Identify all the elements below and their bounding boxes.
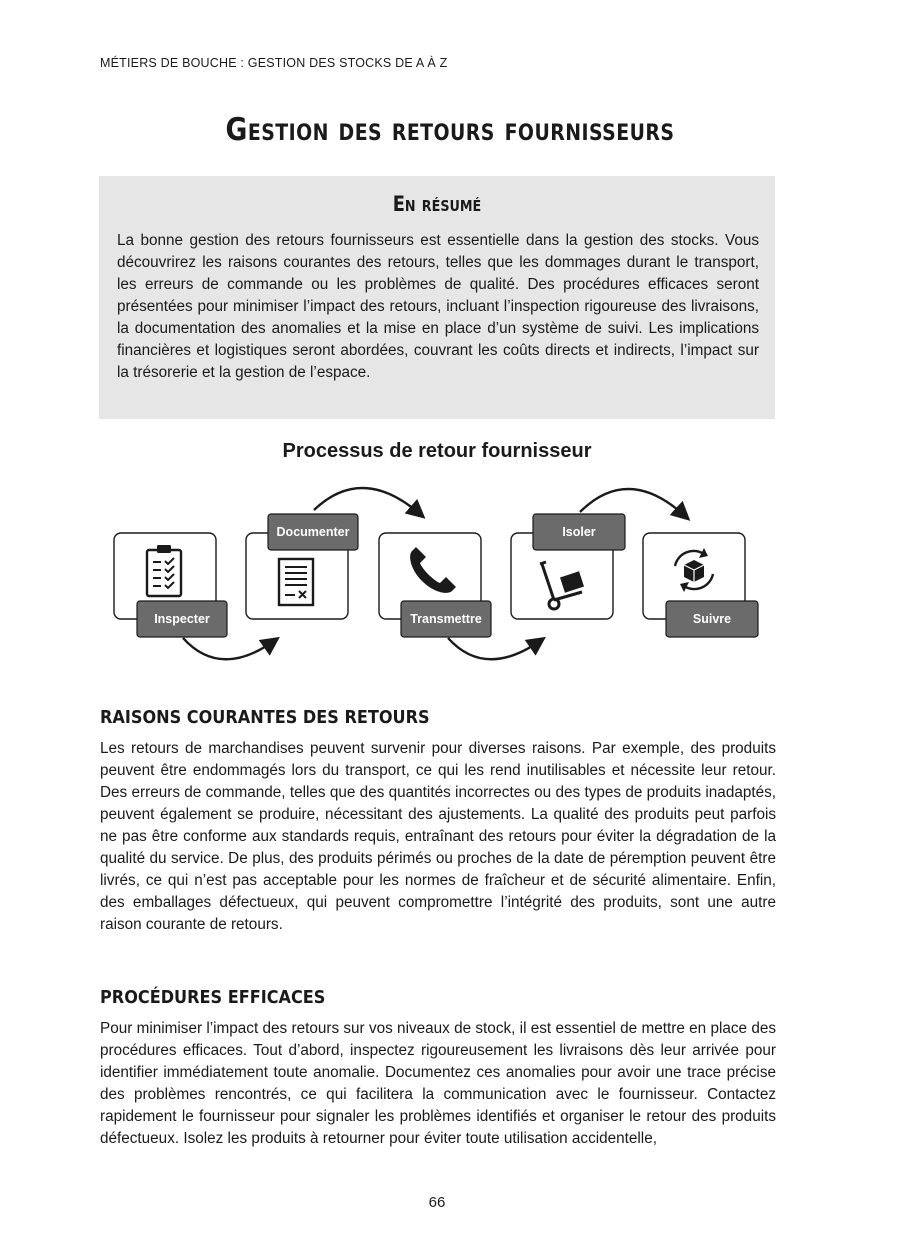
step-suivre [643, 533, 758, 637]
arrow-isoler-suivre [580, 489, 685, 516]
summary-heading-text: En résumé [392, 192, 482, 216]
process-title: Processus de retour fournisseur [282, 440, 592, 462]
page-title [63, 112, 837, 148]
summary-heading [150, 192, 725, 216]
section-heading-procedures: PROCÉDURES EFFICACES [100, 988, 326, 1008]
step-documenter [246, 514, 358, 619]
arrow-inspecter-documenter [183, 638, 274, 659]
arrow-transmettre-isoler [448, 638, 540, 659]
step-label-suivre: Suivre [692, 612, 732, 626]
section-text-procedures: Pour minimiser l’impact des retours sur vos niveaux de stock, il est essentiel de mettre en place des procédures efficaces. Tout d’abord, inspectez rigoureusement les livraisons dès leur arrivée pour identifier immédiatement toute anomalie. Documentez ces anomalies pour avoir une trace précise des problèmes rencontrés, ce qui facilitera la communication avec le fournisseur. Contactez rapidement le fournisseur pour signaler les problèmes identifiés et organiser le retour des produits défectueux. Isolez les produits à retourner pour éviter toute utilisation accidentelle, [100, 1020, 776, 1147]
step-label-transmettre: Transmettre [410, 612, 482, 626]
process-diagram [100, 474, 780, 674]
page-number: 66 [428, 1194, 446, 1211]
section-heading-raisons: RAISONS COURANTES DES RETOURS [100, 708, 430, 728]
arrow-documenter-transmettre [314, 488, 420, 514]
step-transmettre [379, 533, 491, 637]
summary-box [99, 176, 775, 419]
step-label-isoler: Isoler [562, 525, 596, 539]
step-label-inspecter: Inspecter [154, 612, 210, 626]
page-title-text: Gestion des retours fournisseurs [225, 112, 675, 148]
step-isoler [511, 514, 625, 619]
section-text-raisons: Les retours de marchandises peuvent survenir pour diverses raisons. Par exemple, des produits peuvent être endommagés lors du transport, ce qui les rend inutilisables et nécessite leur retour. Des erreurs de commande, telles que des quantités incorrectes ou des types de produits inadaptés, peuvent également se produire, nécessitant des ajustements. La qualité des produits peut parfois ne pas être conforme aux standards requis, entraînant des retours pour éviter la dégradation de la qualité du service. De plus, des produits périmés ou proches de la date de péremption peuvent être livrés, ce qui n’est pas acceptable pour les normes de fraîcheur et de sécurité alimentaire. Enfin, des emballages défectueux, qui peuvent compromettre l’intégrité des produits, sont une autre raison courante de retours. [100, 740, 776, 933]
running-head: MÉTIERS DE BOUCHE : GESTION DES STOCKS DE A À Z [100, 56, 448, 70]
step-inspecter [114, 533, 227, 637]
step-label-documenter: Documenter [276, 525, 350, 539]
summary-text: La bonne gestion des retours fournisseurs est essentielle dans la gestion des stocks. Vous découvrirez les raisons courantes des retours, telles que les dommages durant le transport, les erreurs de commande ou les problèmes de qualité. Des procédures efficaces seront présentées pour minimiser l’impact des retours, incluant l’inspection rigoureuse des livraisons, la documentation des anomalies et la mise en place d’un système de suivi. Les implications financières et logistiques seront abordées, couvrant les coûts directs et indirects, l’impact sur la trésorerie et la gestion de l’espace. [117, 232, 759, 381]
